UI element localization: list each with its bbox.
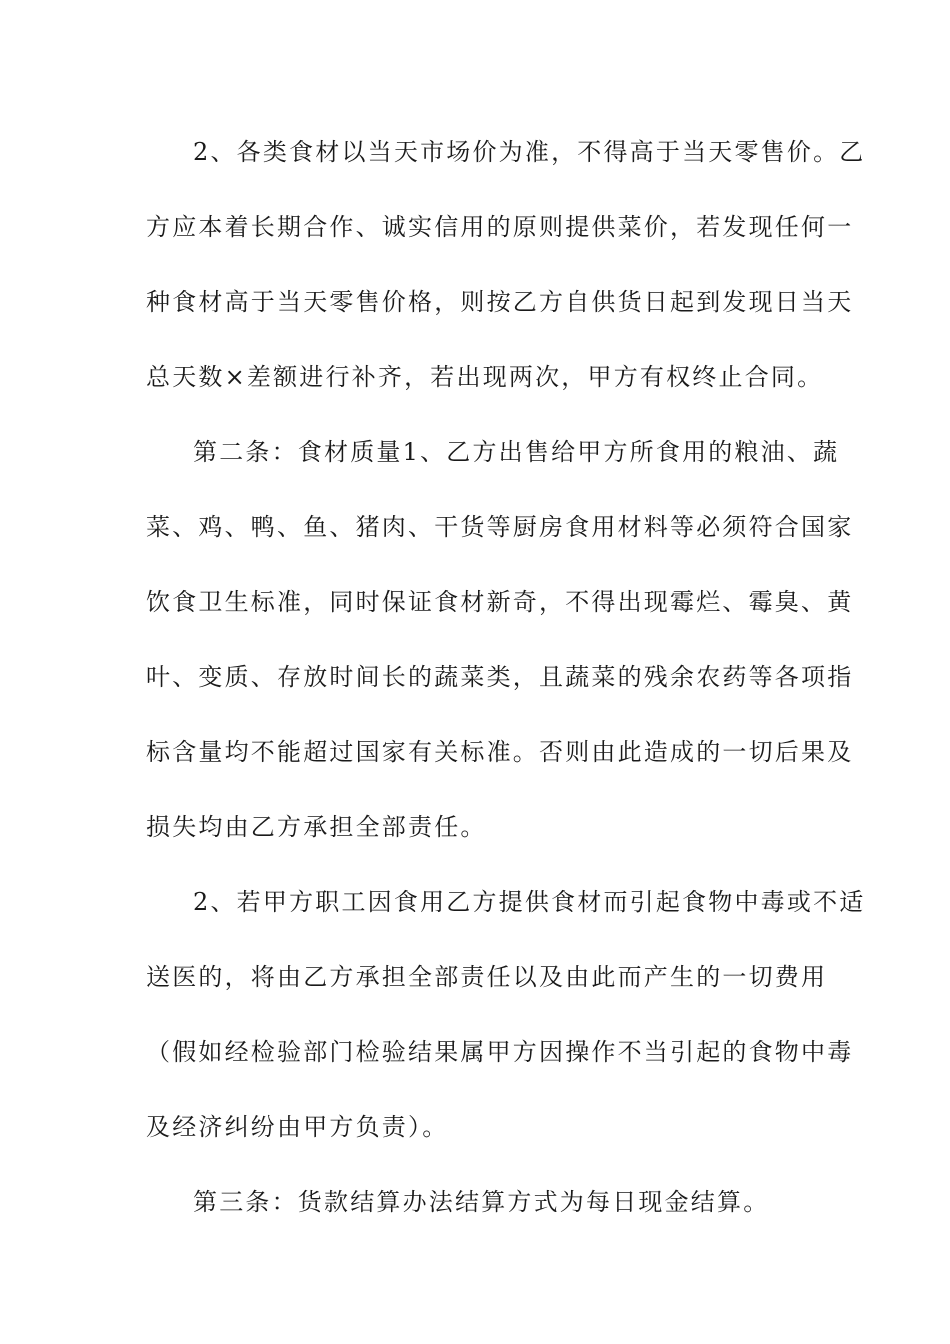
- paragraph-food-poisoning-line-1: 2、若甲方职工因食用乙方提供食材而引起食物中毒或不适: [193, 888, 866, 916]
- article-two-line-3: 饮食卫生标准，同时保证食材新奇，不得出现霉烂、霉臭、黄: [146, 588, 854, 616]
- paragraph-price-line-3: 种食材高于当天零售价格，则按乙方自供货日起到发现日当天: [146, 288, 854, 316]
- article-three-line-1: 第三条：货款结算办法结算方式为每日现金结算。: [193, 1188, 770, 1216]
- article-two-line-6: 损失均由乙方承担全部责任。: [146, 813, 487, 841]
- paragraph-price-line-1: 2、各类食材以当天市场价为准，不得高于当天零售价。乙: [193, 138, 866, 166]
- article-two-line-4: 叶、变质、存放时间长的蔬菜类，且蔬菜的残余农药等各项指: [146, 663, 854, 691]
- paragraph-food-poisoning-line-2: 送医的，将由乙方承担全部责任以及由此而产生的一切费用: [146, 963, 828, 991]
- paragraph-food-poisoning-line-3: （假如经检验部门检验结果属甲方因操作不当引起的食物中毒: [146, 1038, 854, 1066]
- paragraph-price-line-4: 总天数×差额进行补齐，若出现两次，甲方有权终止合同。: [146, 363, 824, 391]
- article-two-line-1: 第二条：食材质量1、乙方出售给甲方所食用的粮油、蔬: [193, 438, 840, 466]
- article-two-line-5: 标含量均不能超过国家有关标准。否则由此造成的一切后果及: [146, 738, 854, 766]
- paragraph-food-poisoning-line-4: 及经济纠纷由甲方负责）。: [146, 1113, 449, 1141]
- article-two-line-2: 菜、鸡、鸭、鱼、猪肉、干货等厨房食用材料等必须符合国家: [146, 513, 854, 541]
- paragraph-price-line-2: 方应本着长期合作、诚实信用的原则提供菜价，若发现任何一: [146, 213, 854, 241]
